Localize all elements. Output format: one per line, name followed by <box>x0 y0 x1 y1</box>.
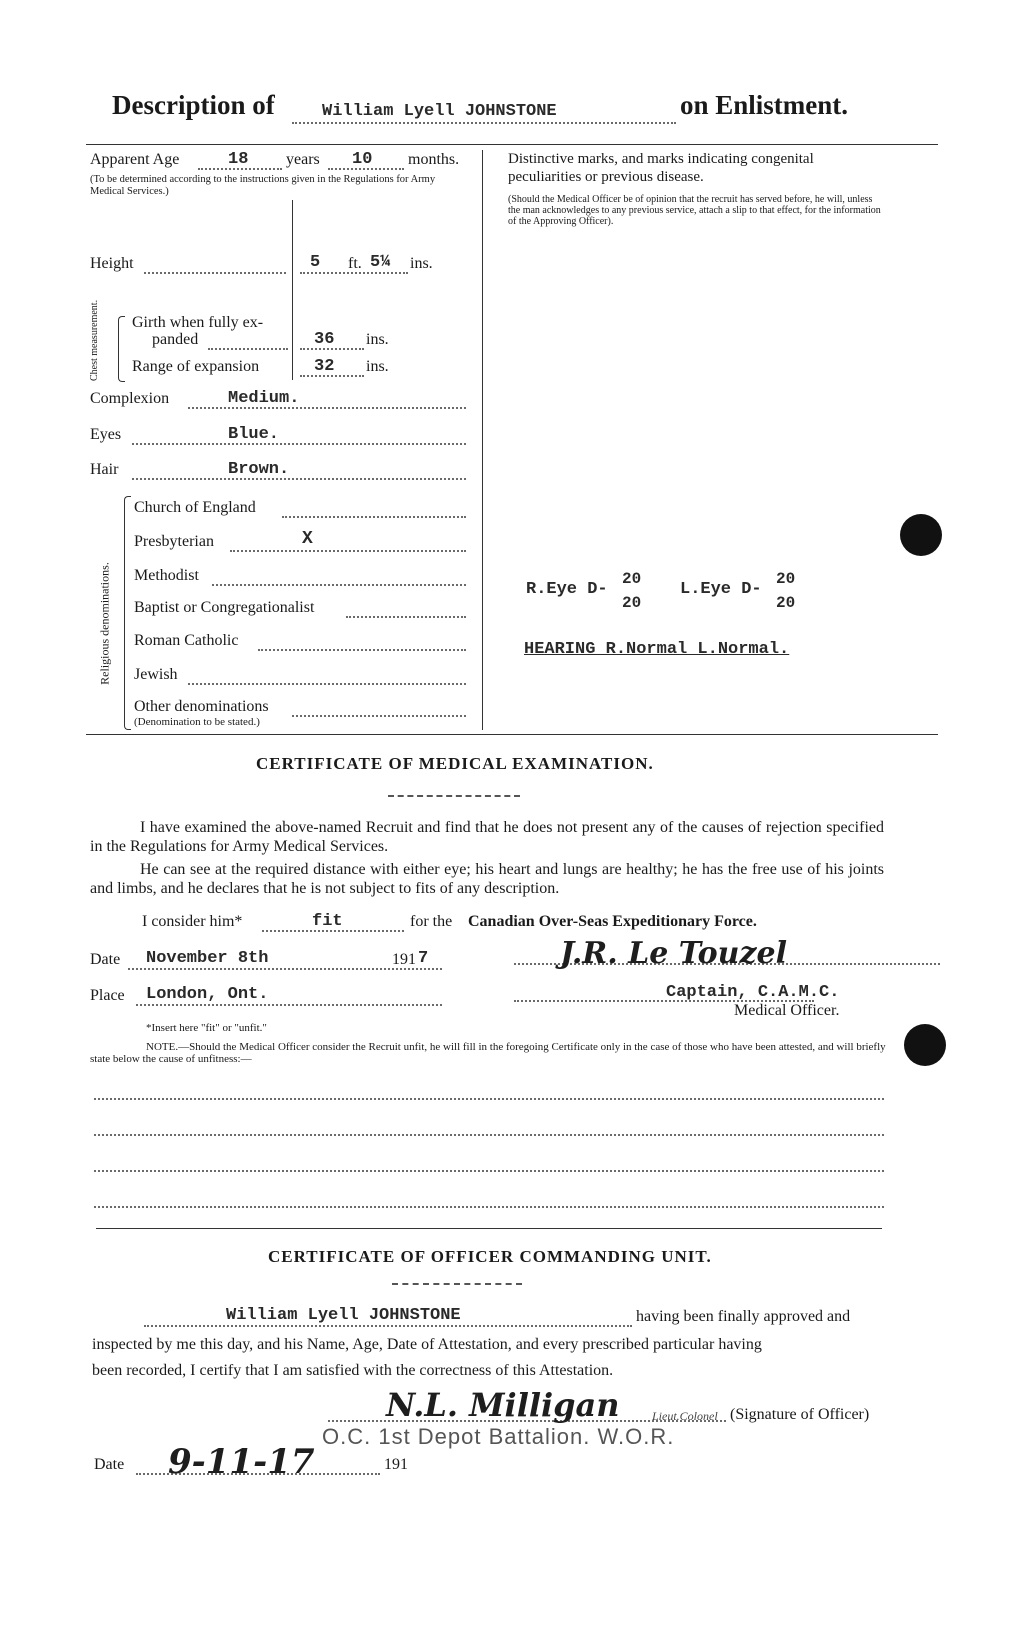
hair-value: Brown. <box>228 460 290 479</box>
months-label: months. <box>408 151 460 168</box>
religion-church-of-england: Church of England <box>134 499 256 516</box>
range-unit: ins. <box>366 358 389 375</box>
eyes-line <box>132 443 466 445</box>
consider-value: fit <box>312 912 343 931</box>
girth-value: 36 <box>314 330 335 349</box>
religion-line-7 <box>292 715 466 717</box>
ins-label: ins. <box>410 255 433 272</box>
co-signature: N.L. Milligan <box>386 1386 620 1424</box>
form-title <box>112 90 275 121</box>
medical-bottom-rule <box>96 1228 882 1229</box>
unfit-line-4 <box>94 1206 884 1208</box>
religion-presbyterian: Presbyterian <box>134 533 214 550</box>
age-months: 10 <box>352 150 373 169</box>
commanding-line-2: inspected by me this day, and his Name, Age, Date of Attestation, and every prescribed particular having <box>92 1336 762 1353</box>
religion-line-1 <box>282 516 466 518</box>
height-label: Height <box>90 255 134 272</box>
co-date: 9-11-17 <box>168 1442 315 1482</box>
height-line <box>144 272 286 274</box>
approved-name-line <box>144 1325 632 1327</box>
religion-mark: X <box>302 529 313 549</box>
religion-line-2 <box>230 550 466 552</box>
medical-para-2: He can see at the required distance with either eye; his heart and lungs are healthy; he has the free use of his joints and limbs, and he declares that he is not subject to fits of any description. <box>90 861 884 897</box>
medical-officer-signature: J.R. Le Touzel <box>560 936 787 971</box>
religion-line-5 <box>258 649 466 651</box>
religion-line-4 <box>346 616 466 618</box>
height-ft: 5 <box>310 253 321 272</box>
complexion-value: Medium. <box>228 389 300 408</box>
ft-label: ft. <box>348 255 362 272</box>
girth-line <box>208 348 288 350</box>
religion-methodist: Methodist <box>134 567 199 584</box>
religion-brace <box>124 496 131 730</box>
medical-officer-rank: Captain, C.A.M.C. <box>666 983 840 1002</box>
title-rule <box>388 795 520 797</box>
unfit-line-1 <box>94 1098 884 1100</box>
l-eye-num: 20 <box>776 570 796 588</box>
hair-line <box>132 478 466 480</box>
place-line <box>136 1004 442 1006</box>
girth-value-line <box>300 348 364 350</box>
girth-unit: ins. <box>366 331 389 348</box>
years-label: years <box>286 151 320 168</box>
medical-certificate-title: CERTIFICATE OF MEDICAL EXAMINATION. <box>256 754 654 773</box>
religion-jewish: Jewish <box>134 666 178 683</box>
punch-hole-bottom <box>904 1024 946 1066</box>
place-value: London, Ont. <box>146 985 269 1004</box>
insert-note: *Insert here "fit" or "unfit." <box>146 1022 267 1034</box>
chest-label: Chest measurement. <box>89 299 100 381</box>
l-eye-label: L.Eye D- <box>680 580 762 599</box>
religion-other: Other denominations <box>134 698 269 715</box>
age-note: (To be determined according to the instructions given in the Regulations for Army Medical Services.) <box>90 174 436 197</box>
religion-baptist: Baptist or Congregationalist <box>134 599 315 616</box>
chest-brace <box>118 316 125 382</box>
l-eye-den: 20 <box>776 594 796 612</box>
medical-year-suffix: 7 <box>418 949 429 968</box>
unfit-note: NOTE.—Should the Medical Officer consider the Recruit unfit, he will fill in the foregoing Certificate only in the case of those who have been attested, and will briefly state below the cause of unfitness:— <box>90 1041 886 1065</box>
girth-label-1: Girth when fully ex- <box>132 314 264 331</box>
approved-recruit-name: William Lyell JOHNSTONE <box>226 1306 461 1325</box>
title-prefix: Description of <box>112 90 275 120</box>
r-eye-num: 20 <box>622 570 642 588</box>
religion-line-3 <box>212 584 466 586</box>
eyes-label: Eyes <box>90 426 122 443</box>
girth-label-2: panded <box>152 331 199 348</box>
column-divider <box>482 150 483 730</box>
commanding-certificate-title: CERTIFICATE OF OFFICER COMMANDING UNIT. <box>268 1247 712 1266</box>
medical-officer-title: Medical Officer. <box>734 1002 840 1019</box>
r-eye-label: R.Eye D- <box>526 580 608 599</box>
hearing-result: HEARING R.Normal L.Normal. <box>524 640 790 659</box>
hair-label: Hair <box>90 461 119 478</box>
medical-year-prefix: 191 <box>392 951 416 968</box>
unfit-line-2 <box>94 1134 884 1136</box>
signature-of-officer-label: (Signature of Officer) <box>730 1406 870 1423</box>
complexion-label: Complexion <box>90 390 170 407</box>
for-label: for the <box>410 913 453 930</box>
co-date-label: Date <box>94 1456 125 1473</box>
height-value-line <box>300 272 408 274</box>
commanding-title-rule <box>392 1283 522 1285</box>
title-suffix: on Enlistment. <box>680 90 849 120</box>
medical-date: November 8th <box>146 949 269 968</box>
co-unit-stamp: O.C. 1st Depot Battalion. W.O.R. <box>322 1424 675 1449</box>
place-label: Place <box>90 987 125 1004</box>
description-bottom-rule <box>86 734 938 735</box>
religion-roman-catholic: Roman Catholic <box>134 632 239 649</box>
title-name-line <box>292 122 676 124</box>
age-years: 18 <box>228 150 249 169</box>
range-value-line <box>300 375 364 377</box>
recruit-name: William Lyell JOHNSTONE <box>322 102 557 121</box>
r-eye-den: 20 <box>622 594 642 612</box>
punch-hole-top <box>900 514 942 556</box>
top-rule <box>86 144 938 145</box>
religion-line-6 <box>188 683 466 685</box>
age-label: Apparent Age <box>90 151 180 168</box>
consider-label: I consider him* <box>142 913 243 930</box>
religion-label: Religious denominations. <box>97 562 112 685</box>
medical-para-1: I have examined the above-named Recruit and find that he does not present any of the causes of rejection specified in the Regulations for Army Medical Services. <box>90 819 884 855</box>
marks-title: Distinctive marks, and marks indicating congenital peculiarities or previous disease. <box>508 151 814 185</box>
range-label: Range of expansion <box>132 358 260 375</box>
unfit-line-3 <box>94 1170 884 1172</box>
force-name: Canadian Over-Seas Expeditionary Force. <box>468 913 757 930</box>
commanding-line-3: been recorded, I certify that I am satisfied with the correctness of this Attestation. <box>92 1362 614 1379</box>
height-in: 5¼ <box>370 253 391 272</box>
other-note: (Denomination to be stated.) <box>134 716 260 728</box>
co-year-prefix: 191 <box>384 1456 408 1473</box>
commanding-line-1: having been finally approved and <box>636 1308 851 1325</box>
marks-note: (Should the Medical Officer be of opinion that the recruit has served before, he will, unless the man acknowledges to any previous service, attach a slip to that effect, for the information of the Approving Officer). <box>508 194 881 227</box>
range-value: 32 <box>314 357 335 376</box>
measurement-divider <box>292 200 293 380</box>
eyes-value: Blue. <box>228 425 280 444</box>
medical-date-label: Date <box>90 951 121 968</box>
co-rank: Lieut.Colonel <box>652 1409 718 1423</box>
